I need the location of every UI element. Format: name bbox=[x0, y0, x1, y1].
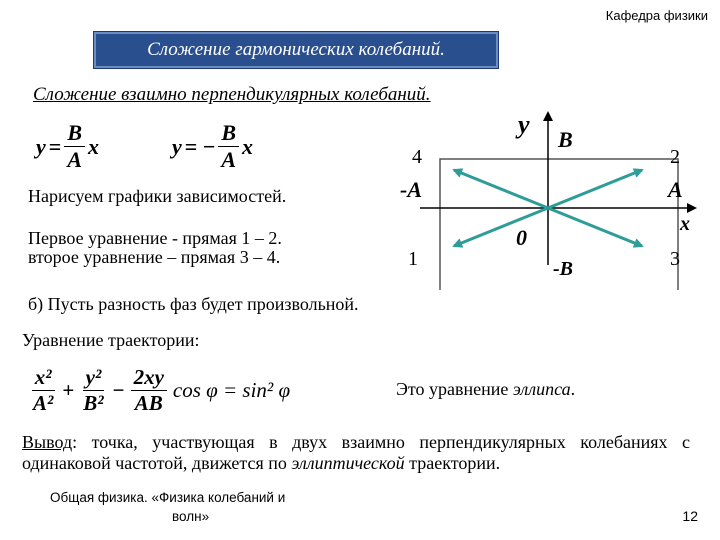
slide-title: Сложение гармонических колебаний. bbox=[93, 31, 499, 69]
eq1-denominator: A bbox=[67, 147, 82, 172]
eq2-variable: x bbox=[242, 133, 254, 159]
page-number: 12 bbox=[682, 508, 698, 524]
x-axis-label: x bbox=[680, 213, 690, 235]
ellipse-equation bbox=[30, 367, 290, 414]
b-label: B bbox=[558, 127, 573, 152]
eq2-denominator: A bbox=[221, 147, 237, 172]
footer-course-line1: Общая физика. «Физика колебаний и bbox=[50, 490, 286, 505]
ellipse-note-suffix: . bbox=[570, 379, 576, 399]
ellipse-word: эллипса bbox=[512, 379, 571, 399]
minus-sign: − bbox=[112, 378, 125, 402]
term2-denominator: B² bbox=[83, 391, 104, 415]
conclusion-label: Вывод bbox=[22, 432, 73, 452]
term1-numerator: x² bbox=[32, 367, 55, 391]
ellipse-note bbox=[396, 379, 575, 400]
eq1-equals: = bbox=[48, 133, 62, 159]
ellipse-term-2 bbox=[80, 367, 106, 414]
point-1-label: 1 bbox=[408, 248, 418, 270]
footer-course bbox=[50, 488, 285, 526]
term3-numerator: 2xy bbox=[131, 367, 167, 391]
term3-denominator: AB bbox=[134, 391, 163, 415]
minus-b-label: -B bbox=[553, 258, 573, 280]
cos-term: cos φ = sin² φ bbox=[172, 378, 291, 402]
ellipse-note-prefix: Это уравнение bbox=[396, 379, 513, 399]
equation-line-2 bbox=[172, 122, 253, 171]
conclusion-paragraph bbox=[22, 432, 690, 474]
arbitrary-phase-text: б) Пусть разность фаз будет произвольной. bbox=[28, 294, 359, 314]
line-to-4 bbox=[454, 170, 548, 208]
footer-course-line2: волн» bbox=[172, 509, 210, 524]
conclusion-italic: эллиптической bbox=[291, 453, 405, 473]
draw-graphs-text: Нарисуем графики зависимостей. bbox=[28, 186, 287, 206]
conclusion-text: : точка, участвующая в двух взаимно перпендикулярных колебаниях с одинаковой частотой, движется по bbox=[22, 432, 690, 473]
perpendicular-oscillation-diagram bbox=[390, 105, 710, 290]
minus-a-label: -A bbox=[400, 177, 422, 202]
origin-label: 0 bbox=[516, 225, 527, 250]
eq1-lhs: y bbox=[36, 133, 46, 159]
plus-sign: + bbox=[62, 378, 75, 402]
eq2-numerator: B bbox=[218, 122, 239, 147]
conclusion-end: траектории. bbox=[404, 453, 501, 473]
eq1-fraction bbox=[64, 122, 85, 171]
line-to-3 bbox=[548, 208, 642, 246]
y-axis-label: y bbox=[518, 110, 530, 139]
point-3-label: 3 bbox=[670, 248, 680, 270]
line-to-2 bbox=[548, 170, 642, 208]
ellipse-term-1 bbox=[30, 367, 56, 414]
a-label: A bbox=[668, 177, 683, 202]
trajectory-equation-label: Уравнение траектории: bbox=[22, 330, 200, 350]
term2-numerator: y² bbox=[83, 367, 105, 391]
department-label: Кафедра физики bbox=[605, 8, 708, 23]
equation-line-1 bbox=[36, 122, 99, 171]
eq2-fraction bbox=[218, 122, 239, 171]
point-2-label: 2 bbox=[670, 146, 680, 168]
line2-text: второе уравнение – прямая 3 – 4. bbox=[28, 247, 281, 267]
lines-description bbox=[28, 229, 282, 267]
ellipse-term-3 bbox=[131, 367, 167, 414]
line-to-1 bbox=[454, 208, 548, 246]
term1-denominator: A² bbox=[33, 391, 54, 415]
slide-subtitle: Сложение взаимно перпендикулярных колебаний. bbox=[33, 84, 431, 105]
point-4-label: 4 bbox=[412, 146, 422, 168]
eq2-equals: = − bbox=[184, 133, 216, 159]
eq1-variable: x bbox=[88, 133, 99, 159]
eq1-numerator: B bbox=[64, 122, 85, 147]
line1-text: Первое уравнение - прямая 1 – 2. bbox=[28, 228, 282, 248]
eq2-lhs: y bbox=[172, 133, 182, 159]
